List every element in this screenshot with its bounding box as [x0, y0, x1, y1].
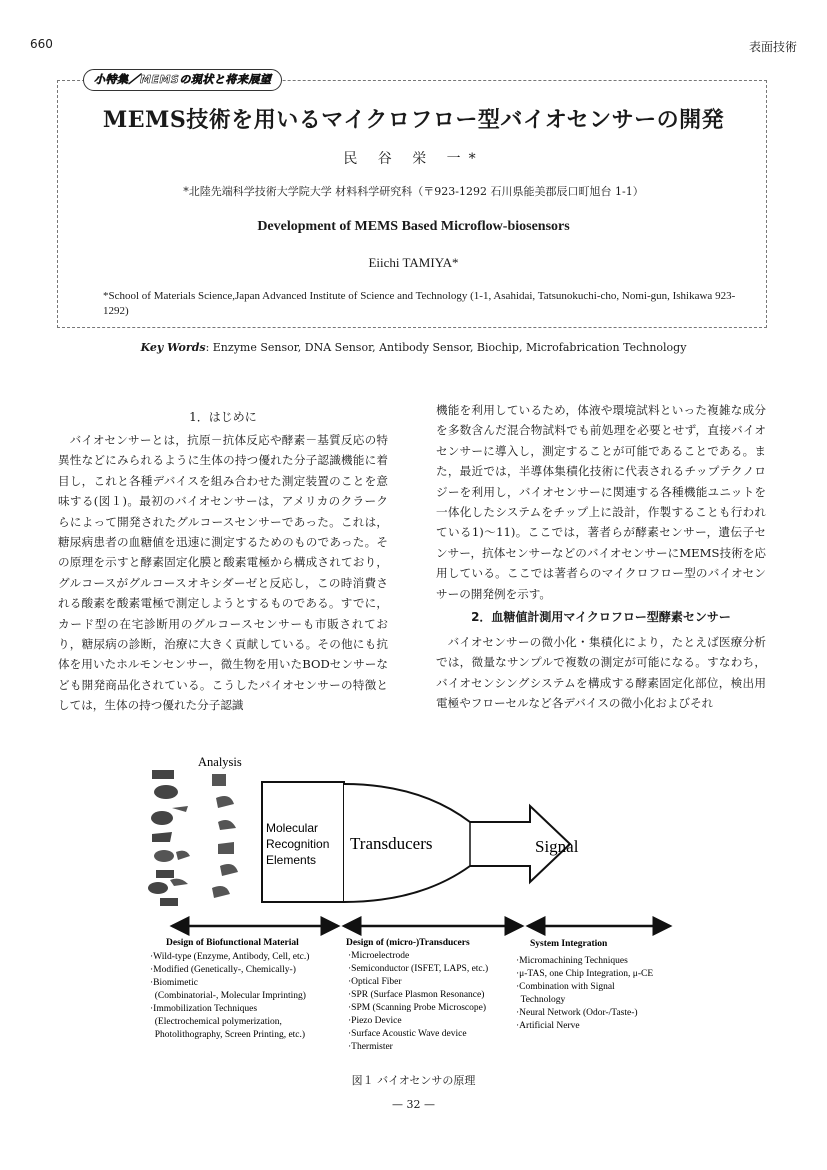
page-footer-number: — 32 —	[392, 1098, 435, 1111]
fig-col3-item: ·Neural Network (Odor-/Taste-)	[516, 1008, 638, 1018]
keywords-list: : Enzyme Sensor, DNA Sensor, Antibody Sensor, Biochip, Microfabrication Technology	[205, 341, 687, 354]
fig-col2-item: ·Thermister	[348, 1042, 393, 1052]
fig-col2-item: ·Surface Acoustic Wave device	[348, 1029, 467, 1039]
fig-col1-item: ·Wild-type (Enzyme, Antibody, Cell, etc.)	[150, 952, 310, 962]
fig-col1-item: ·Modified (Genetically-, Chemically-)	[150, 965, 296, 975]
keywords-label: Key Words	[140, 341, 206, 354]
fig-col3-item: ·μ-TAS, one Chip Integration, μ-CE	[516, 969, 654, 979]
transducers-label: Transducers	[350, 834, 433, 853]
section2-paragraph: バイオセンサーの微小化・集積化により，たとえば医療分析では，微量なサンプルで複数の測定が可能になる。すなわち，バイオセンシングシステムを構成する酵素固定化部位，検出用電極やフローセルなど各デバイスの微小化およびそれ	[436, 635, 766, 711]
analysis-label: Analysis	[198, 755, 242, 769]
analyte-wedge-2	[176, 851, 190, 860]
fig-col1-item: Photolithography, Screen Printing, etc.)	[150, 1030, 306, 1040]
jp-affiliation: *北陸先端科学技術大学院大学 材料科学研究科（〒923-1292 石川県能美郡辰口町旭台 1-1）	[183, 185, 644, 198]
keywords-line	[0, 341, 827, 354]
receptor-6	[212, 886, 230, 898]
fig-col3-item: ·Combination with Signal	[516, 982, 615, 992]
receptor-1	[212, 774, 226, 786]
en-affiliation: *School of Materials Science,Japan Advanced Institute of Science and Technology (1-1, Asahidai, Tatsunokuchi-cho, Nomi-gun, Ishikawa 923-1292)	[103, 290, 736, 317]
fig-col-3	[516, 939, 653, 1031]
figure-caption: 図１ バイオセンサの原理	[351, 1074, 476, 1087]
section1-heading: 1．はじめに	[189, 410, 257, 424]
biosensor-principle-figure	[130, 752, 710, 1057]
fig-col3-item: ·Artificial Nerve	[516, 1021, 580, 1031]
fig-col2-item: ·Piezo Device	[348, 1016, 402, 1026]
receptor-2	[216, 796, 234, 808]
analyte-oval-4	[148, 882, 168, 894]
fig-col2-title: Design of (micro-)Transducers	[346, 938, 470, 948]
right-column-continuation: 機能を利用しているため，体液や環境試料といった複雑な成分を多数含んだ混合物試料でも前処理を必要とせず，直接バイオセンサーに導入し，測定することが可能であることである。また，最近では，半導体集積化技術に代表されるチップテクノロジーを利用し，バイオセンサーに関連する各種機能ユニットを一体化したシステムをチップ上に設計，作製することも行われている1)〜11)。ここでは，著者らが酵素センサー，遺伝子センサー，抗体センサーなどのバイオセンサーにMEMS技術を応用している。ここでは著者らのマイクロフロー型のバイオセンサーの開発例を示す。	[436, 403, 766, 601]
recognition-label-1: Molecular	[266, 821, 319, 835]
analyte-oval-2	[151, 811, 173, 825]
fig-col2-item: ·Optical Fiber	[348, 977, 402, 987]
recognition-label-2: Recognition	[266, 837, 330, 851]
section2-heading: 2．血糖値計測用マイクロフロー型酵素センサー	[471, 610, 731, 624]
fig-col2-item: ·Microelectrode	[348, 951, 410, 961]
section2-text-block	[436, 632, 766, 714]
analyte-wedge-1	[172, 806, 188, 812]
fig-col-1	[150, 938, 309, 1040]
analyte-shapes	[148, 770, 238, 906]
page-number: 660	[30, 37, 53, 51]
analyte-block-3	[156, 870, 174, 878]
recognition-label-3: Elements	[266, 853, 317, 867]
fig-col3-item: ·Micromachining Techniques	[516, 956, 628, 966]
analyte-wedge-3	[170, 879, 188, 886]
right-column	[436, 400, 766, 604]
jp-author: 民 谷 栄 一*	[343, 151, 484, 167]
section1-paragraph: バイオセンサーとは，抗原－抗体反応や酵素－基質反応の特異性などにみられるように生体の持つ優れた分子認識機能に着目し，これと各種デバイスを組み合わせた測定装置のことを意味する(図１)。最初のバイオセンサーは，アメリカのクラークらによって開発されたグルコースセンサーであった。これは，糖尿病患者の血糖値を迅速に測定するためのものであった。その原理を示すと酵素固定化膜と酸素電極から構成されており，グルコースがグルコースオキシダーゼと反応し，この時消費される酸素を酸素電極で測定しようとするものである。すでに，カード型の在宅診断用のグルコースセンサーも市販されており，糖尿病の診断，治療に大きく貢献している。その他にも抗体を用いたホルモンセンサー，微生物を用いたBODセンサーなども開発商品化されている。こうしたバイオセンサーの特徴としては，生体の持つ優れた分子認識	[58, 433, 388, 713]
journal-name: 表面技術	[748, 40, 797, 54]
analyte-block-1	[152, 770, 174, 779]
fig-col-2	[346, 937, 488, 1052]
feature-label: 小特集／MEMSの現状と将来展望	[83, 69, 282, 91]
en-title: Development of MEMS Based Microflow-biosensors	[257, 219, 570, 234]
left-column	[58, 430, 388, 716]
analyte-block-4	[160, 898, 178, 906]
fig-col3-item: Technology	[516, 995, 566, 1005]
fig-col1-item: ·Biomimetic	[150, 978, 199, 988]
fig-col2-item: ·SPM (Scanning Probe Microscope)	[348, 1003, 486, 1013]
jp-title: MEMS技術を用いるマイクロフロー型バイオセンサーの開発	[102, 107, 725, 133]
fig-col1-item: ·Immobilization Techniques	[150, 1004, 258, 1014]
fig-col2-item: ·Semiconductor (ISFET, LAPS, etc.)	[348, 964, 489, 974]
receptor-5	[220, 864, 238, 876]
fig-col1-item: (Combinatorial-, Molecular Imprinting)	[150, 991, 306, 1001]
fig-col1-title: Design of Biofunctional Material	[166, 938, 299, 948]
receptor-3	[218, 820, 236, 830]
fig-col1-item: (Electrochemical polymerization,	[150, 1017, 282, 1027]
analyte-block-2	[152, 832, 172, 842]
analyte-oval-1	[154, 785, 178, 799]
receptor-4	[218, 842, 234, 854]
signal-label: Signal	[535, 837, 579, 856]
fig-col2-item: ·SPR (Surface Plasmon Resonance)	[348, 990, 485, 1000]
fig-col3-title: System Integration	[530, 939, 608, 949]
analyte-oval-3	[154, 850, 174, 862]
en-author: Eiichi TAMIYA*	[368, 255, 459, 270]
